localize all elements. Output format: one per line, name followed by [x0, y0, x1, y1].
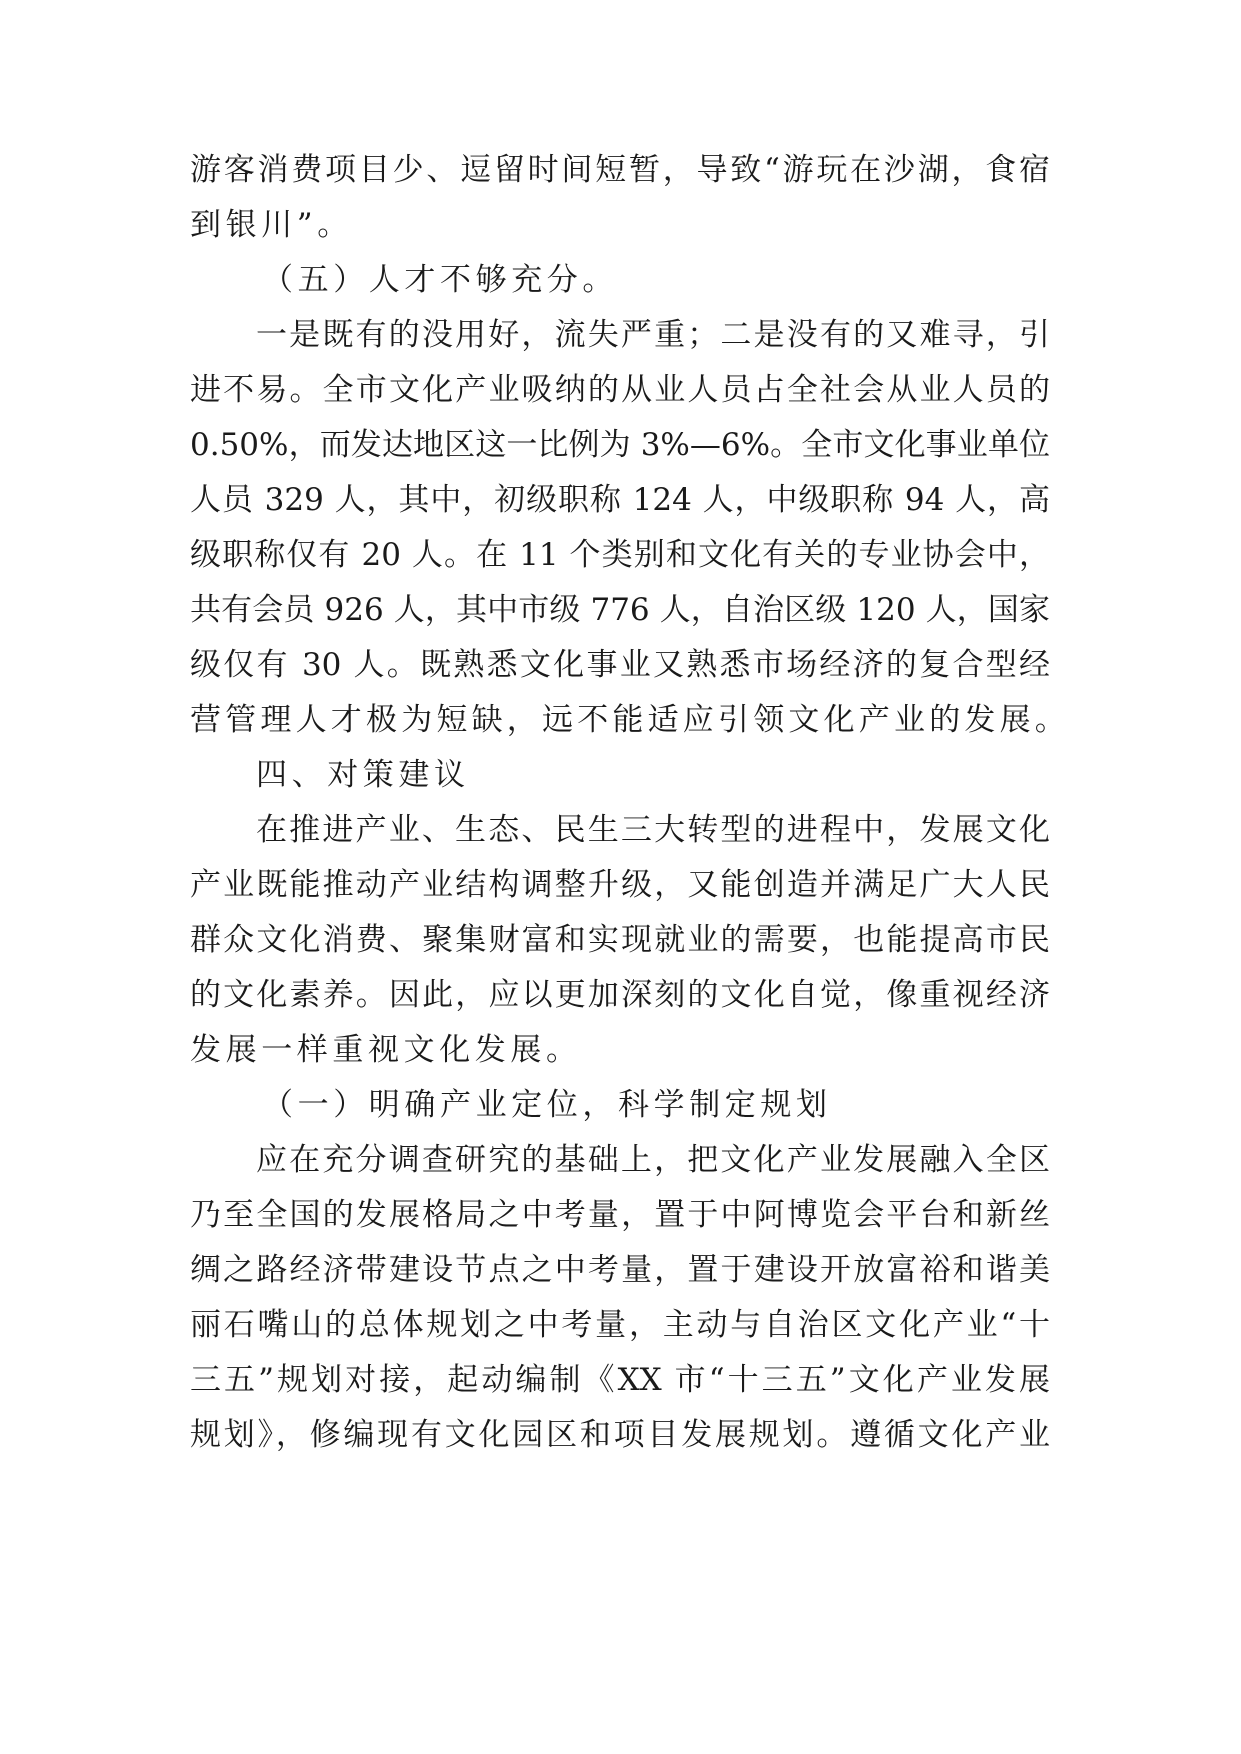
text-line-13: 在推进产业、生态、民生三大转型的进程中，发展文化: [256, 812, 1050, 848]
text-line-1: 游客消费项目少、逗留时间短暂，导致“游玩在沙湖，食宿: [190, 152, 1050, 188]
text-line-22: 丽石嘴山的总体规划之中考量，主动与自治区文化产业“十: [190, 1307, 1050, 1343]
section-heading-talent: （五）人才不够充分。: [262, 262, 618, 298]
text-line-16: 的文化素养。因此，应以更加深刻的文化自觉，像重视经济: [190, 977, 1050, 1013]
text-line-19: 应在充分调查研究的基础上，把文化产业发展融入全区: [256, 1142, 1050, 1178]
text-line-21: 绸之路经济带建设节点之中考量，置于建设开放富裕和谐美: [190, 1252, 1050, 1288]
text-line-20: 乃至全国的发展格局之中考量，置于中阿博览会平台和新丝: [190, 1197, 1050, 1233]
text-line-4: 一是既有的没用好，流失严重；二是没有的又难寻，引: [256, 317, 1050, 353]
text-line-23: 三五”规划对接，起动编制《XX 市“十三五”文化产业发展: [190, 1362, 1050, 1398]
text-line-24: 规划》，修编现有文化园区和项目发展规划。遵循文化产业: [190, 1417, 1050, 1453]
text-line-5: 进不易。全市文化产业吸纳的从业人员占全社会从业人员的: [190, 372, 1050, 408]
text-line-10: 级仅有 30 人。既熟悉文化事业又熟悉市场经济的复合型经: [190, 647, 1050, 683]
text-line-6: 0.50%，而发达地区这一比例为 3%—6%。全市文化事业单位: [190, 427, 1050, 463]
text-line-9: 共有会员 926 人，其中市级 776 人，自治区级 120 人，国家: [190, 592, 1050, 628]
text-line-11: 营管理人才极为短缺，远不能适应引领文化产业的发展。: [190, 702, 1070, 738]
text-line-7: 人员 329 人，其中，初级职称 124 人，中级职称 94 人，高: [190, 482, 1050, 518]
text-line-14: 产业既能推动产业结构调整升级，又能创造并满足广大人民: [190, 867, 1050, 903]
text-line-2: 到银川”。: [190, 207, 353, 243]
text-line-17: 发展一样重视文化发展。: [190, 1032, 582, 1068]
section-heading-countermeasures: 四、对策建议: [256, 757, 470, 793]
text-line-8: 级职称仅有 20 人。在 11 个类别和文化有关的专业协会中，: [190, 537, 1050, 573]
text-line-15: 群众文化消费、聚集财富和实现就业的需要，也能提高市民: [190, 922, 1050, 958]
subsection-heading-positioning: （一）明确产业定位，科学制定规划: [262, 1087, 832, 1123]
